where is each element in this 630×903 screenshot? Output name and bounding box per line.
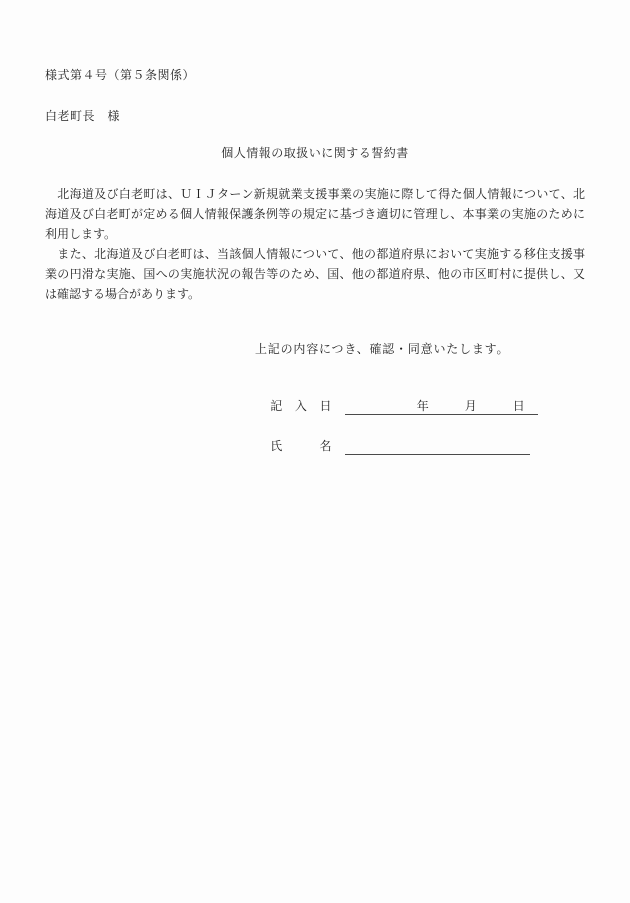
name-row xyxy=(255,421,530,472)
entry-date-fill-line: 年 月 日 xyxy=(345,398,538,415)
body-line: 利用します。 xyxy=(45,227,117,241)
addressee: 白老町長 様 xyxy=(45,109,121,123)
name-label: 氏 名 xyxy=(270,439,332,453)
body-line: 業の円滑な実施、国への実施状況の報告等のため、国、他の都道府県、他の市区町村に提供し、又 xyxy=(45,267,585,281)
body-line: 海道及び白老町が定める個人情報保護条例等の規定に基づき適切に管理し、本事業の実施のために xyxy=(45,207,585,221)
body-line: 北海道及び白老町は、ＵＩＪターン新規就業支援事業の実施に際して得た個人情報について、北 xyxy=(45,187,585,201)
form-number: 様式第４号（第５条関係） xyxy=(45,68,196,82)
document-title: 個人情報の取扱いに関する誓約書 xyxy=(221,146,409,160)
entry-date-label: 記 入 日 xyxy=(270,399,332,413)
consent-statement: 上記の内容につき、確認・同意いたします。 xyxy=(255,342,510,356)
body-text xyxy=(45,184,585,304)
name-fill-line xyxy=(345,438,530,455)
body-line: また、北海道及び白老町は、当該個人情報について、他の都道府県において実施する移住支援事 xyxy=(45,247,585,261)
body-line: は確認する場合があります。 xyxy=(45,287,201,301)
